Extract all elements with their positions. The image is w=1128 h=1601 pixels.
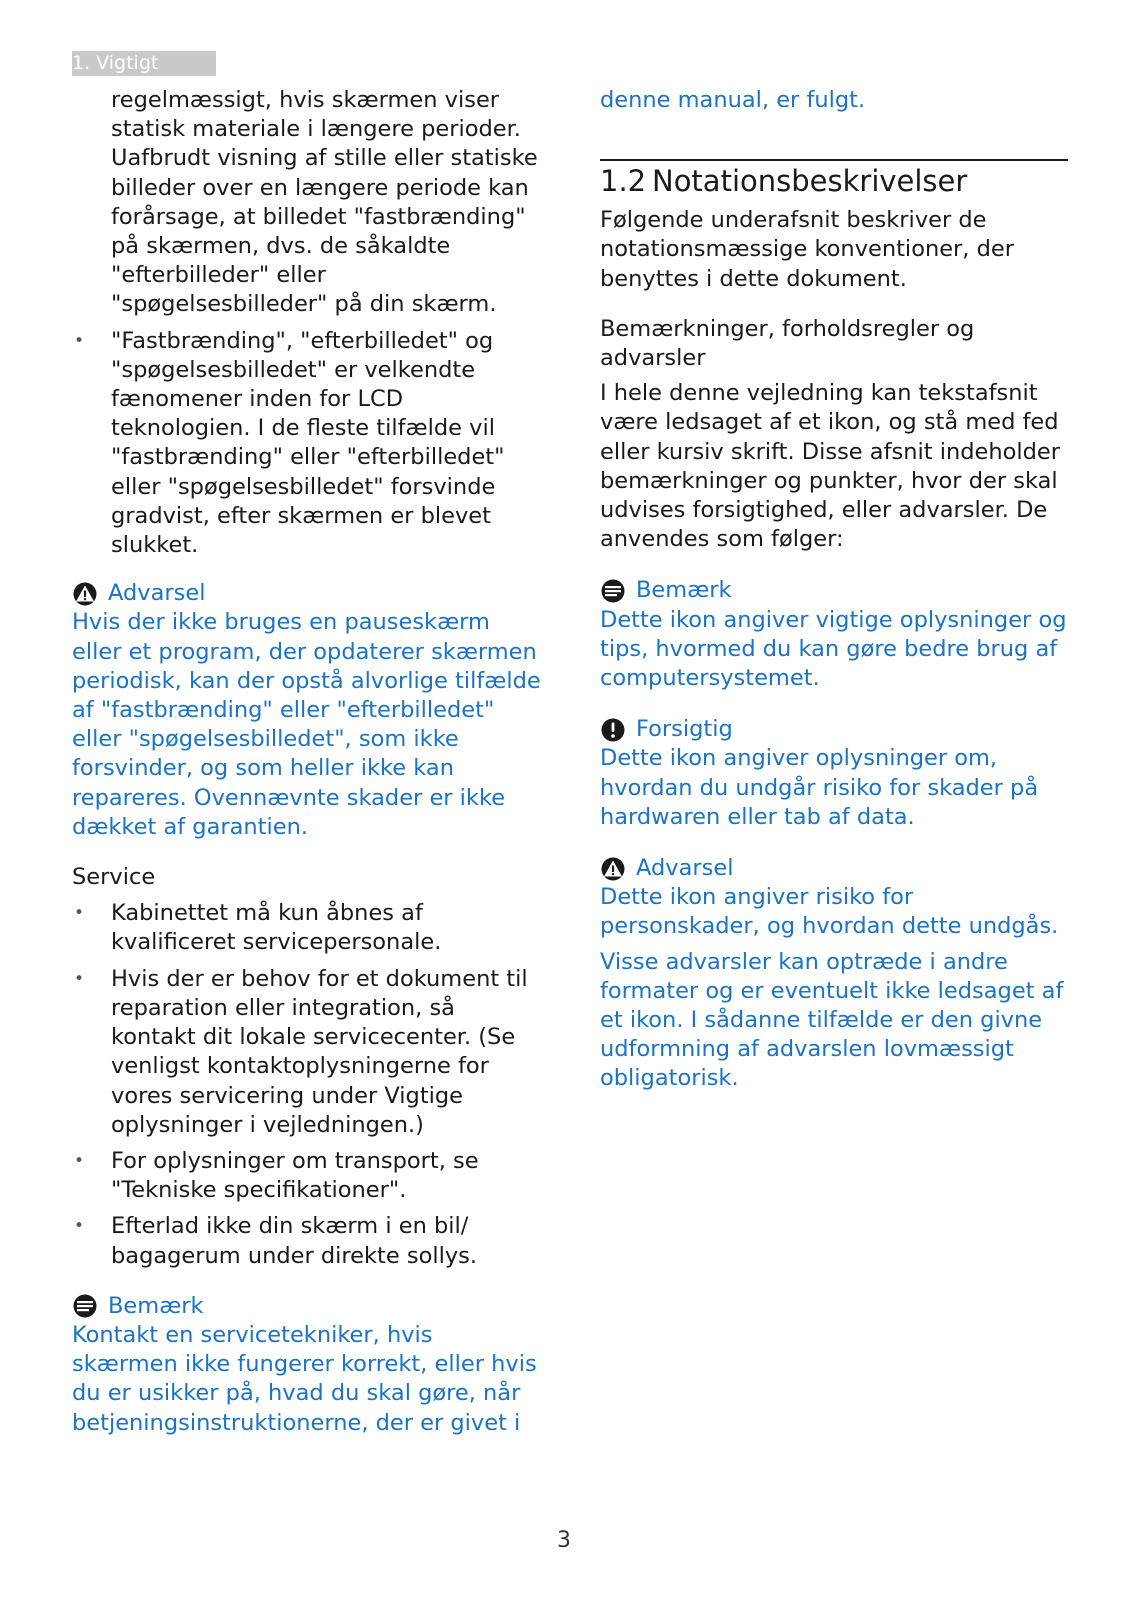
service-item-text: Kabinettet må kun åbnes af kvalificeret servicepersonale. — [111, 900, 442, 956]
service-item-text: Hvis der er behov for et dokument til reparation eller integration, så kontakt dit lokale servicecenter. (Se venligst kontaktoplysningerne for vores servicering under Vigtige oplysninger i vejledningen.) — [111, 965, 528, 1138]
warning-icon — [600, 857, 626, 881]
list-item — [72, 327, 542, 561]
list-item — [72, 1212, 542, 1270]
bullet-icon: • — [74, 330, 85, 351]
bullet-icon: • — [74, 1216, 85, 1237]
list-item — [72, 899, 542, 957]
note-icon — [600, 579, 626, 603]
note-title: Bemærk — [636, 577, 732, 604]
bullet-icon: • — [74, 968, 85, 989]
right-column — [600, 86, 1068, 1094]
caution-callout-head — [600, 715, 1068, 744]
intro-paragraph: regelmæssigt, hvis skærmen viser statisk materiale i længere perioder. Uafbrudt visning af stille eller statiske billeder over en længere periode kan forårsage, at billedet "fastbrænding" på skærmen, dvs. de såkaldte "efterbilleder" eller "spøgelsesbilleder" på din skærm. — [111, 87, 538, 318]
service-list — [72, 899, 542, 1270]
page-number: 3 — [557, 1528, 571, 1553]
bullet-icon: • — [74, 903, 85, 924]
chapter-tab: 1. Vigtigt — [72, 51, 216, 76]
note-callout-head — [72, 1292, 542, 1321]
warning-callout-head — [72, 579, 542, 608]
section-number: 1.2 — [600, 164, 647, 199]
warning-text-extra: Visse advarsler kan optræde i andre formater og er eventuelt ikke ledsaget af et ikon. I sådanne tilfælde er den givne udformning af advarslen lovmæssigt obligatorisk. — [600, 948, 1064, 1092]
warning-title: Advarsel — [108, 580, 206, 607]
service-item-text: Efterlad ikke din skærm i en bil/ bagagerum under direkte sollys. — [111, 1213, 478, 1269]
list-item — [72, 1147, 542, 1205]
warning-icon — [72, 582, 98, 606]
warning-text: Dette ikon angiver risiko for personskader, og hvordan dette undgås. — [600, 884, 1059, 940]
list-item — [72, 965, 542, 1140]
note-icon — [72, 1294, 98, 1318]
sub-text: I hele denne vejledning kan tekstafsnit være ledsaget af et ikon, og stå med fed eller kursiv skrift. Disse afsnit indeholder bemærkninger og punkter, hvor der skal udvises forsigtighed, eller advarsler. De anvendes som følger: — [600, 380, 1061, 553]
sub-heading: Bemærkninger, forholdsregler og advarsler — [600, 315, 975, 372]
note-title: Bemærk — [108, 1292, 204, 1319]
service-item-text: For oplysninger om transport, se "Tekniske specifikationer". — [111, 1147, 479, 1204]
section-title: Notationsbeskrivelser — [652, 164, 968, 199]
warning-title: Advarsel — [636, 855, 734, 882]
caution-icon — [600, 718, 626, 742]
left-column — [72, 86, 542, 1438]
warning-text: Hvis der ikke bruges en pauseskærm eller et program, der opdaterer skærmen periodisk, kan der opstå alvorlige tilfælde af "fastbrænding" eller "efterbilledet" eller "spøgelsesbilledet", som ikke forsvinder, og som heller ikke kan repareres. Ovennævnte skader er ikke dækket af garantien. — [72, 609, 541, 840]
note-text: Dette ikon angiver vigtige oplysninger og tips, hvormed du kan gøre bedre brug af computersystemet. — [600, 606, 1067, 692]
note-text: Kontakt en servicetekniker, hvis skærmen ikke fungerer korrekt, eller hvis du er usikker på, hvad du skal gøre, når betjeningsinstruktionerne, der er givet i — [72, 1321, 537, 1436]
lcd-bullet-list — [72, 327, 542, 561]
continued-text: denne manual, er fulgt. — [600, 87, 866, 113]
bullet-text: "Fastbrænding", "efterbilledet" og "spøgelsesbilledet" er velkendte fænomener inden for LCD teknologien. I de fleste tilfælde vil "fastbrænding" eller "efterbilledet" eller "spøgelsesbilledet" forsvinde gradvist, efter skærmen er blevet slukket. — [111, 327, 505, 559]
warning-callout-head — [600, 854, 1068, 883]
caution-title: Forsigtig — [636, 716, 733, 743]
note-callout-head — [600, 576, 1068, 605]
bullet-icon: • — [74, 1150, 85, 1171]
section-intro: Følgende underafsnit beskriver de notationsmæssige konventioner, der benyttes i dette dokument. — [600, 207, 1014, 292]
section-heading — [600, 159, 1068, 200]
service-heading: Service — [72, 864, 156, 891]
caution-text: Dette ikon angiver oplysninger om, hvordan du undgår risiko for skader på hardwaren eller tab af data. — [600, 745, 1039, 830]
